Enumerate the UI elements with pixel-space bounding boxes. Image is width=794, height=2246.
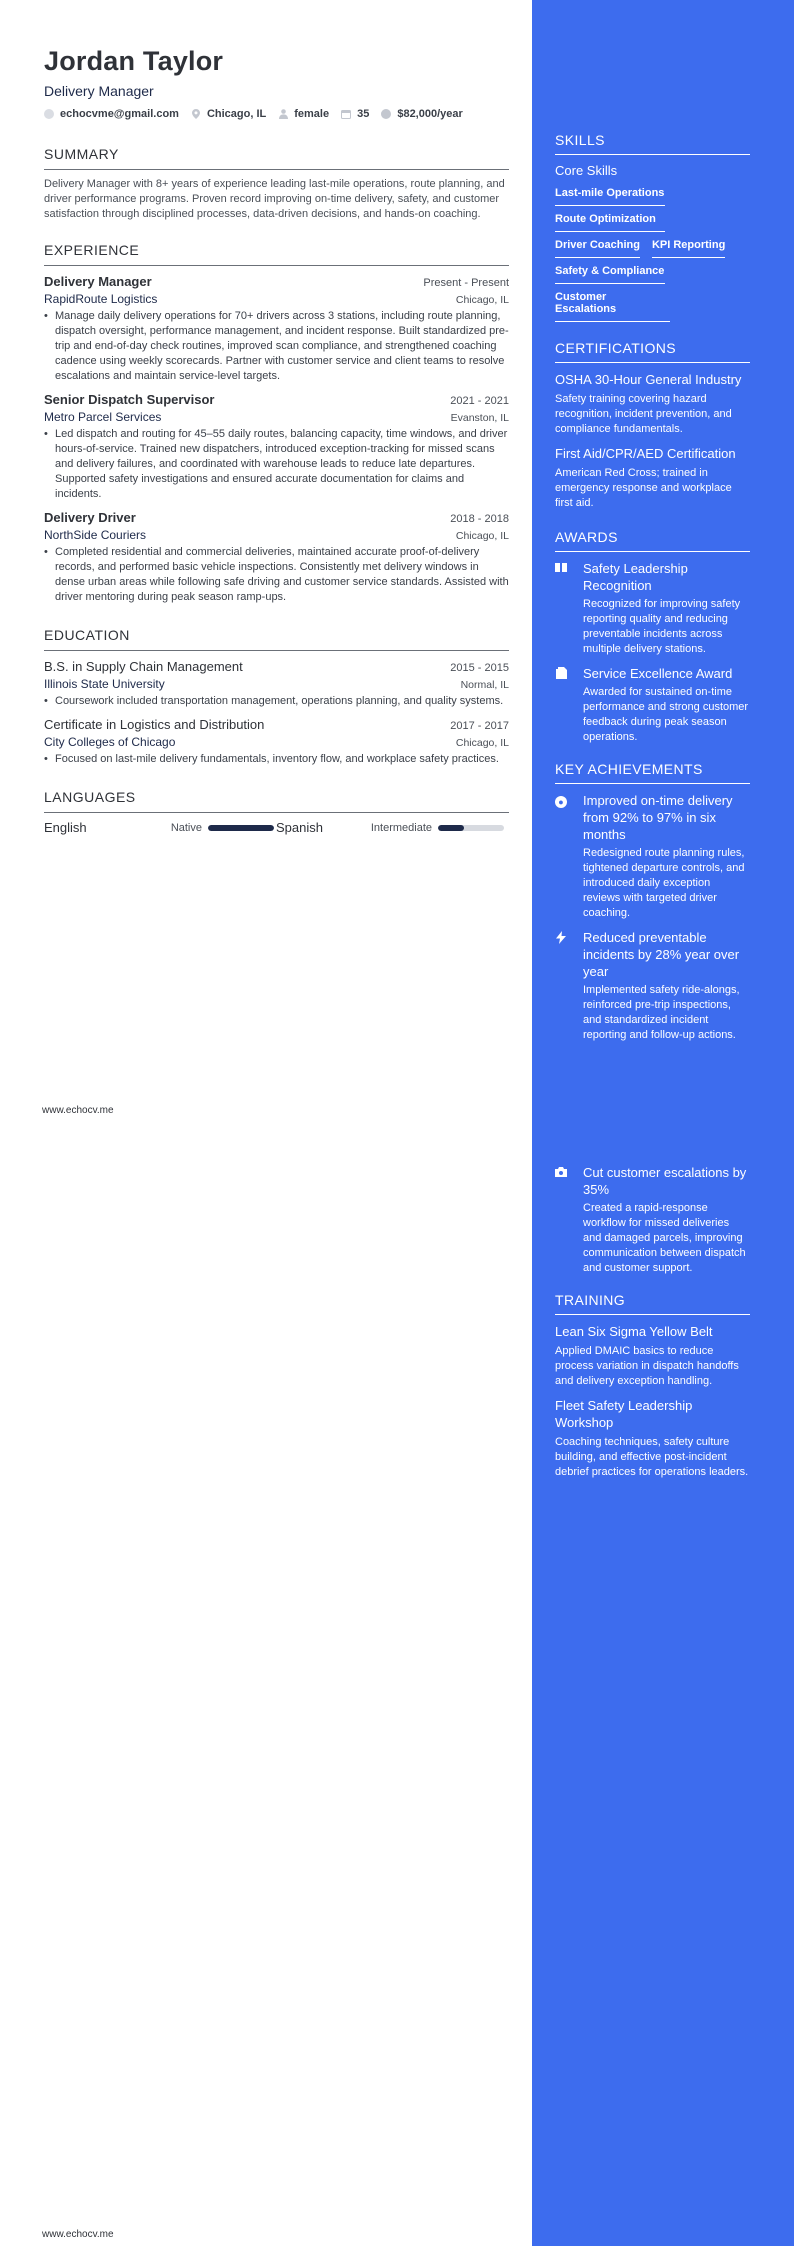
school-location: Normal, IL <box>460 679 509 691</box>
location-pin-icon <box>191 109 201 119</box>
main-column <box>44 46 509 835</box>
skills-heading: SKILLS <box>555 132 750 155</box>
education-description: • Coursework included transportation management, operations planning, and quality systems. <box>44 694 509 709</box>
sidebar-column-page-2 <box>555 1164 750 1480</box>
school-name: Illinois State University <box>44 677 165 691</box>
person-icon <box>278 109 288 119</box>
job-company: RapidRoute Logistics <box>44 292 158 306</box>
summary-heading: SUMMARY <box>44 146 509 170</box>
job-location: Chicago, IL <box>455 294 509 306</box>
education-item <box>44 659 509 709</box>
language-item <box>44 820 276 835</box>
job-title: Senior Dispatch Supervisor <box>44 392 215 407</box>
job-description: • Manage daily delivery operations for 70+ drivers across 3 stations, including route planning, dispatch oversight, performance management, and incident response. Built standardized pre-trip and end-of-day check routines, improved scan compliance, and strengthened coaching cadence using weekly scorecards. Partner with customer service and client teams to resolve escalations and maintain service-level targets. <box>44 309 509 384</box>
job-company: NorthSide Couriers <box>44 528 147 542</box>
experience-section <box>44 242 509 605</box>
certifications-heading: CERTIFICATIONS <box>555 340 750 363</box>
languages-heading: LANGUAGES <box>44 789 509 813</box>
training-desc: Applied DMAIC basics to reduce process variation in dispatch handoffs and delivery exception handling. <box>555 1345 739 1387</box>
award-title: Service Excellence Award <box>583 666 733 681</box>
skill-chip: Driver Coaching <box>555 234 640 258</box>
achievement-desc: Redesigned route planning rules, tightened departure controls, and introduced daily exception reviews with targeted driver coaching. <box>583 847 745 919</box>
camera-icon <box>555 1167 567 1179</box>
job-title: Delivery Driver <box>44 510 136 525</box>
target-icon: ● <box>555 796 567 808</box>
education-date: 2017 - 2017 <box>450 720 509 732</box>
contact-email-text: echocvme@gmail.com <box>60 108 179 120</box>
job-title: Delivery Manager <box>44 274 152 289</box>
skill-chip: Customer Escalations <box>555 286 670 322</box>
skill-chip: Route Optimization <box>555 208 665 232</box>
achievement-desc: Implemented safety ride-alongs, reinforced pre-trip inspections, and standardized incident reporting and follow-up actions. <box>583 984 740 1041</box>
award-desc: Recognized for improving safety reporting quality and reducing preventable incidents across multiple delivery stations. <box>583 598 741 655</box>
contact-salary-text: $82,000/year <box>397 108 463 120</box>
job-description: • Completed residential and commercial deliveries, maintained accurate proof-of-delivery records, and performed basic vehicle inspections. Consistently met delivery windows in dense urban areas while following safe driving and customer service standards. Assisted with driver mentoring during peak season ramp-ups. <box>44 545 509 605</box>
job-location: Evanston, IL <box>450 412 509 424</box>
language-level: Native <box>170 821 202 834</box>
school-location: Chicago, IL <box>455 737 509 749</box>
language-item <box>276 820 509 835</box>
certification-title: OSHA 30-Hour General Industry <box>555 372 742 387</box>
skills-section <box>555 132 750 322</box>
skills-list <box>555 180 750 322</box>
awards-section <box>555 529 750 745</box>
skill-chip: Last-mile Operations <box>555 182 665 206</box>
training-desc: Coaching techniques, safety culture building, and effective post-incident debrief practices for operations leaders. <box>555 1436 749 1478</box>
achievements-heading: KEY ACHIEVEMENTS <box>555 761 750 784</box>
contact-salary <box>381 108 462 120</box>
achievement-item <box>555 1164 750 1276</box>
skills-subheading: Core Skills <box>555 163 618 178</box>
education-section <box>44 627 509 767</box>
award-title: Safety Leadership Recognition <box>583 561 688 593</box>
skill-chip: KPI Reporting <box>652 234 725 258</box>
award-desc: Awarded for sustained on-time performance and strong customer feedback during peak season operations. <box>583 686 749 743</box>
contact-gender <box>278 108 329 120</box>
school-name: City Colleges of Chicago <box>44 735 176 749</box>
footer-url[interactable]: www.echocv.me <box>42 1105 114 1116</box>
language-level-fill <box>208 825 274 831</box>
summary-text: Delivery Manager with 8+ years of experience leading last-mile operations, route planning, and driver performance programs. Proven record improving on-time delivery, safety, and customer satisfaction through disciplined processes, data-driven decisions, and hands-on coaching. <box>44 178 505 220</box>
contact-age-text: 35 <box>357 108 370 120</box>
lightning-icon <box>555 931 567 943</box>
book-icon <box>555 562 567 574</box>
award-item <box>555 665 750 745</box>
job-date: 2021 - 2021 <box>450 395 509 407</box>
calendar-icon <box>341 109 351 119</box>
contact-location-text: Chicago, IL <box>206 108 267 120</box>
experience-item <box>44 392 509 502</box>
contact-email[interactable] <box>44 108 179 120</box>
achievement-title: Cut customer escalations by 35% <box>583 1165 747 1197</box>
achievement-title: Reduced preventable incidents by 28% year over year <box>583 930 740 979</box>
training-heading: TRAINING <box>555 1292 750 1315</box>
candidate-name: Jordan Taylor <box>44 46 224 76</box>
language-level-bar <box>208 825 274 831</box>
education-description: • Focused on last-mile delivery fundamentals, inventory flow, and workplace safety practices. <box>44 752 509 767</box>
experience-item <box>44 274 509 384</box>
certifications-section <box>555 340 750 511</box>
certification-desc: American Red Cross; trained in emergency response and workplace first aid. <box>555 467 732 509</box>
contact-row <box>44 108 509 120</box>
job-date: 2018 - 2018 <box>450 513 509 525</box>
certification-title: First Aid/CPR/AED Certification <box>555 446 736 461</box>
summary-section <box>44 146 509 222</box>
language-level-fill <box>438 825 464 831</box>
degree-title: Certificate in Logistics and Distribution <box>44 717 265 732</box>
candidate-role: Delivery Manager <box>44 83 154 99</box>
achievement-title: Improved on-time delivery from 92% to 97% in six months <box>583 793 733 842</box>
job-description: • Led dispatch and routing for 45–55 daily routes, balancing capacity, time windows, and driver hours-of-service. Trained new dispatchers, introduced exception-tracking for missed scans and delivery failures, and coordinated with warehouse leads to reduce late departures. Supported safety investigations and ensured accurate documentation for claims and incidents. <box>44 427 509 502</box>
experience-heading: EXPERIENCE <box>44 242 509 266</box>
languages-list <box>44 820 509 835</box>
contact-age <box>341 108 369 120</box>
education-heading: EDUCATION <box>44 627 509 651</box>
skill-chip: Safety & Compliance <box>555 260 665 284</box>
language-name: English <box>44 820 87 835</box>
training-section <box>555 1292 750 1480</box>
language-level-bar <box>438 825 504 831</box>
degree-title: B.S. in Supply Chain Management <box>44 659 243 674</box>
awards-heading: AWARDS <box>555 529 750 552</box>
footer-url[interactable]: www.echocv.me <box>42 2229 114 2240</box>
contact-location <box>191 108 266 120</box>
salary-icon <box>381 109 391 119</box>
training-title: Lean Six Sigma Yellow Belt <box>555 1324 713 1339</box>
email-icon <box>44 109 54 119</box>
contact-gender-text: female <box>294 108 330 120</box>
job-company: Metro Parcel Services <box>44 410 162 424</box>
languages-section <box>44 789 509 835</box>
job-location: Chicago, IL <box>455 530 509 542</box>
achievement-item <box>555 929 750 1043</box>
document-icon <box>555 667 567 679</box>
language-name: Spanish <box>276 820 323 835</box>
education-item <box>44 717 509 767</box>
sidebar-column <box>555 132 750 1043</box>
experience-item <box>44 510 509 605</box>
award-item <box>555 560 750 657</box>
achievement-item <box>555 792 750 921</box>
certification-desc: Safety training covering hazard recognition, incident prevention, and compliance fundamentals. <box>555 393 732 435</box>
achievement-desc: Created a rapid-response workflow for missed deliveries and damaged parcels, improving communication between dispatch and customer support. <box>583 1202 746 1274</box>
language-level: Intermediate <box>370 821 432 834</box>
job-date: Present - Present <box>423 277 509 289</box>
education-date: 2015 - 2015 <box>450 662 509 674</box>
training-title: Fleet Safety Leadership Workshop <box>555 1398 693 1430</box>
achievements-section <box>555 761 750 1043</box>
